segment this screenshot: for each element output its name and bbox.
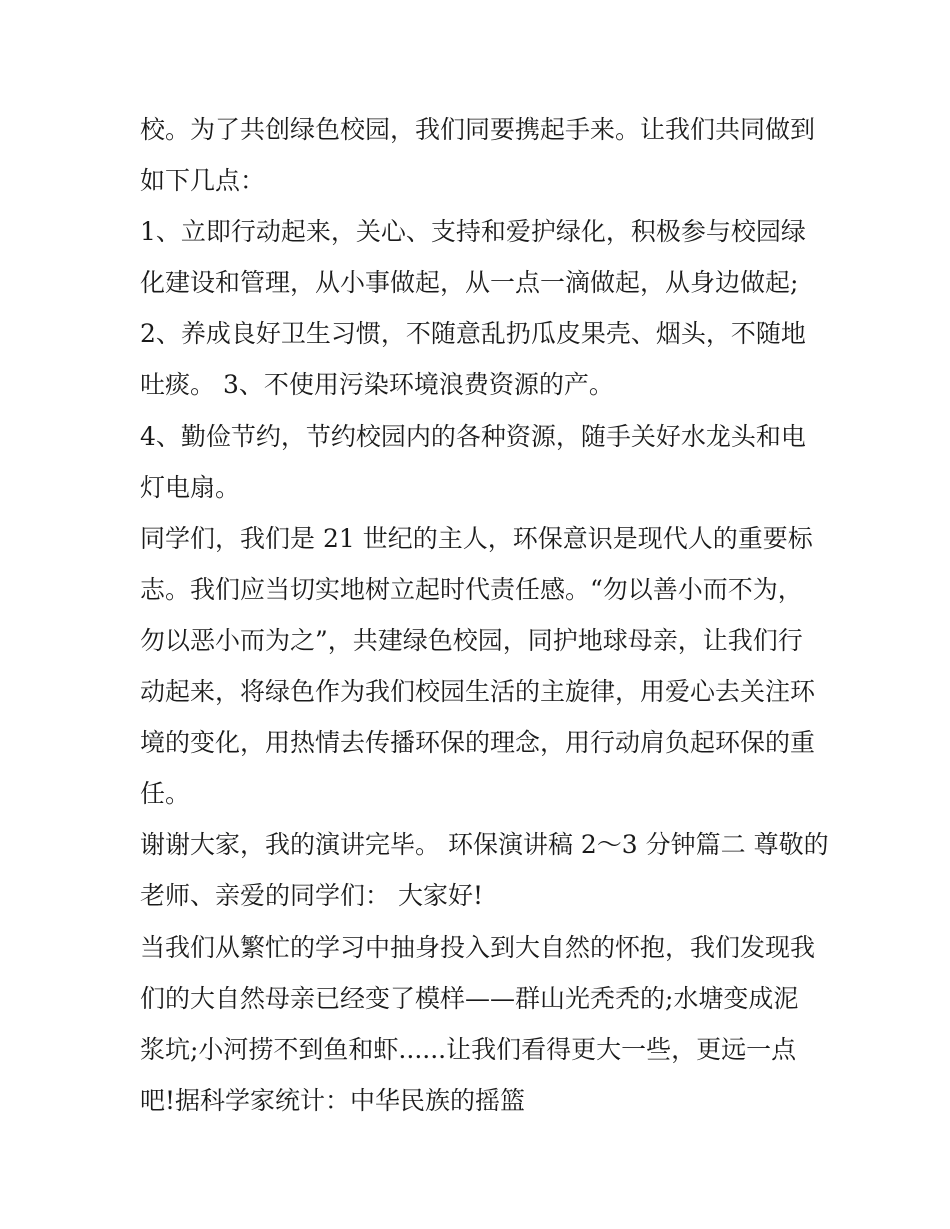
text-line: 任。 xyxy=(140,779,191,809)
text-line: 境的变化，用热情去传播环保的理念，用行动肩负起环保的重 xyxy=(140,728,816,758)
text-line: 老师、亲爱的同学们： 大家好! xyxy=(140,881,483,911)
text-line: 2、养成良好卫生习惯，不随意乱扔瓜皮果壳、烟头，不随地 xyxy=(140,319,806,349)
text-line: 当我们从繁忙的学习中抽身投入到大自然的怀抱，我们发现我 xyxy=(140,932,816,962)
text-line: 灯电扇。 xyxy=(140,472,241,502)
text-line: 4、勤俭节约，节约校园内的各种资源，随手关好水龙头和电 xyxy=(140,421,806,451)
text-line: 志。我们应当切实地树立起时代责任感。“勿以善小而不为， xyxy=(140,574,803,604)
text-line: 动起来，将绿色作为我们校园生活的主旋律，用爱心去关注环 xyxy=(140,677,816,707)
text-line: 如下几点： xyxy=(140,166,266,196)
text-line: 勿以恶小而为之”，共建绿色校园，同护地球母亲，让我们行 xyxy=(140,625,803,655)
text-line: 谢谢大家，我的演讲完毕。 环保演讲稿 2～3 分钟篇二 尊敬的 xyxy=(140,830,829,860)
text-line: 同学们，我们是 21 世纪的主人，环保意识是现代人的重要标 xyxy=(140,523,813,553)
text-line: 吐痰。 3、不使用污染环境浪费资源的产。 xyxy=(140,370,614,400)
text-line: 1、立即行动起来，关心、支持和爱护绿化，积极参与校园绿 xyxy=(140,217,806,247)
text-line: 吧!据科学家统计：中华民族的摇篮 xyxy=(140,1085,526,1115)
document-body xyxy=(140,104,830,1126)
text-line: 们的大自然母亲已经变了模样——群山光秃秃的;水塘变成泥 xyxy=(140,983,799,1013)
text-line: 化建设和管理，从小事做起，从一点一滴做起，从身边做起; xyxy=(140,268,799,298)
text-line: 浆坑;小河捞不到鱼和虾......让我们看得更大一些，更远一点 xyxy=(140,1034,797,1064)
text-line: 校。为了共创绿色校园，我们同要携起手来。让我们共同做到 xyxy=(140,115,816,144)
